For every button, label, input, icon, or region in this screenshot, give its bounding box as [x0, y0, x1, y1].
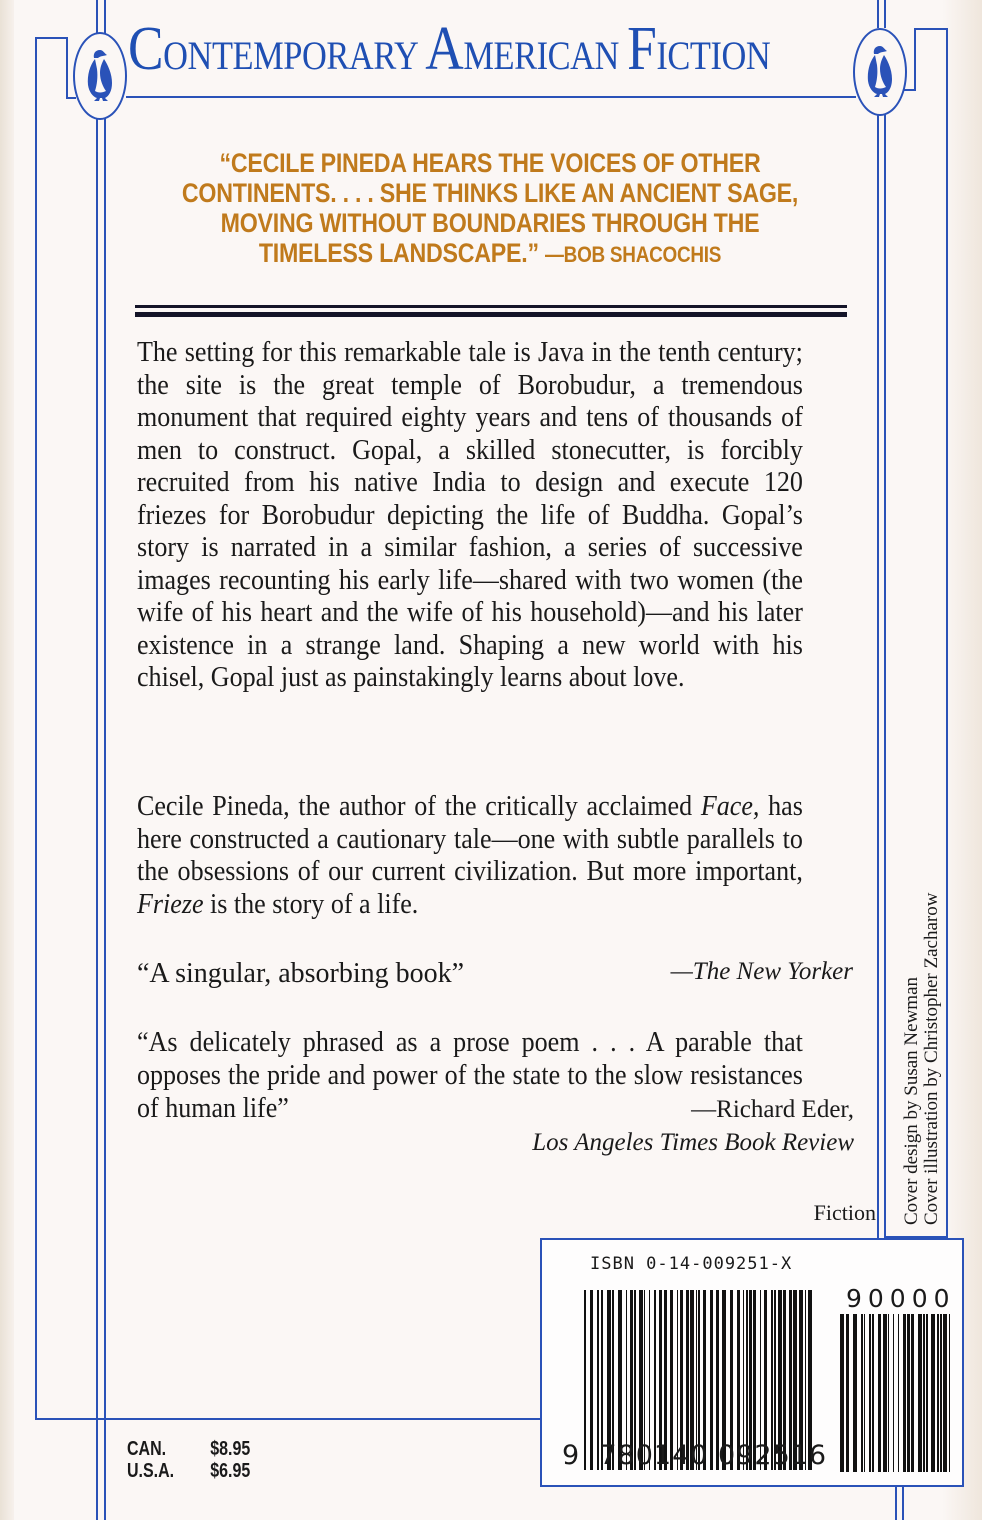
barcode-bar	[840, 1314, 844, 1472]
barcode-bar	[872, 1314, 874, 1472]
barcode-bar	[869, 1314, 871, 1472]
barcode-bar	[940, 1314, 942, 1472]
barcode-bar	[898, 1314, 899, 1472]
barcode-bar	[911, 1314, 914, 1472]
genre-label: Fiction	[813, 1200, 876, 1225]
description-paragraph: The setting for this remarkable tale is Java in the tenth century; the site is the great temple of Borobudur, a tremendous monument that required eighty years and tens of thousands of men to construct. Gopal, a skilled stonecutter, is forcibly recruited from his native India to design and execute 120 friezes for Borobudur depicting the life of Buddha. Gopal’s story is narrated in a similar fashion, a series of successive images recounting his early life—shared with two women (the wife of his heart and the wife of his household)—and his later existence in a strange land. Shaping a new world with his chisel, Gopal just as painstakingly learns about love.	[137, 337, 803, 693]
barcode-bar	[861, 1314, 863, 1472]
review-author: —Richard Eder,	[691, 1096, 854, 1123]
pull-quote-attribution: —BOB SHACOCHIS	[544, 242, 722, 267]
penguin-icon	[862, 43, 898, 101]
price-region: U.S.A.	[127, 1460, 175, 1482]
barcode-bar	[937, 1314, 939, 1472]
addon-barcode	[840, 1314, 955, 1472]
penguin-logo-left	[73, 32, 127, 120]
series-word: AMERICAN	[425, 15, 619, 83]
separator-rule	[135, 305, 847, 308]
barcode-bar	[864, 1314, 865, 1472]
review-quote: “As delicately phrased as a prose poem . . . A parable that opposes the pride and power of the state to the slow resistances of human life”	[137, 1027, 803, 1124]
price-region: CAN.	[127, 1438, 167, 1460]
barcode-bar	[888, 1314, 889, 1472]
barcode-bar	[918, 1314, 922, 1472]
barcode-bar	[907, 1314, 910, 1472]
isbn-label: ISBN 0-14-009251-X	[590, 1254, 793, 1274]
price-value: $6.95	[210, 1460, 251, 1482]
description	[137, 337, 803, 695]
series-word: CONTEMPORARY	[128, 15, 418, 83]
barcode-bar	[903, 1314, 906, 1472]
barcode-bar	[893, 1314, 894, 1472]
book-title: Frieze	[137, 888, 204, 920]
review	[137, 958, 853, 990]
review-publication: Los Angeles Times Book Review	[532, 1129, 854, 1156]
barcode-bar	[949, 1314, 950, 1472]
series-title	[128, 15, 771, 83]
book-title: Face,	[700, 791, 760, 822]
description-paragraph-2: Cecile Pineda, the author of the critically acclaimed Face, has here constructed a cautionary tale—one with subtle parallels to the obsessions of our current civilization. But more important, Frieze is the story of a life.	[137, 791, 803, 920]
barcode-bar	[846, 1314, 849, 1472]
price-row	[127, 1438, 250, 1460]
penguin-logo-right	[853, 28, 907, 116]
pull-quote	[172, 148, 808, 270]
pull-quote-text: “CECILE PINEDA HEARS THE VOICES OF OTHER CONTINENTS. . . . SHE THINKS LIKE AN ANCIENT SAGE, MOVING WITHOUT BOUNDARIES THROUGH THE TIMELESS LANDSCAPE.”	[181, 148, 799, 268]
review-quote: “A singular, absorbing book”	[137, 958, 465, 989]
addon-digits: 90000	[846, 1284, 956, 1313]
review-attribution	[532, 1093, 854, 1159]
barcode-bar	[943, 1314, 947, 1472]
price-row	[127, 1460, 250, 1482]
review-source: —The New Yorker	[670, 958, 853, 985]
barcode-bar	[923, 1314, 925, 1472]
separator-rule	[135, 312, 847, 317]
paper-edge	[0, 0, 14, 1520]
barcode-bar	[853, 1314, 857, 1472]
ean-digits: 9 780140 092516	[562, 1440, 828, 1471]
series-word: FICTION	[627, 15, 771, 83]
price-value: $8.95	[210, 1438, 251, 1460]
barcode-bar	[931, 1314, 935, 1472]
cover-credits	[902, 845, 942, 1225]
barcode-bar	[926, 1314, 928, 1472]
credit-line: Cover illustration by Christopher Zacharow	[921, 892, 942, 1225]
credit-line: Cover design by Susan Newman	[901, 976, 922, 1225]
price-box	[127, 1438, 250, 1482]
penguin-icon	[82, 47, 118, 105]
barcode-box	[540, 1238, 964, 1487]
barcode-bar	[883, 1314, 887, 1472]
barcode-bar	[878, 1314, 881, 1472]
